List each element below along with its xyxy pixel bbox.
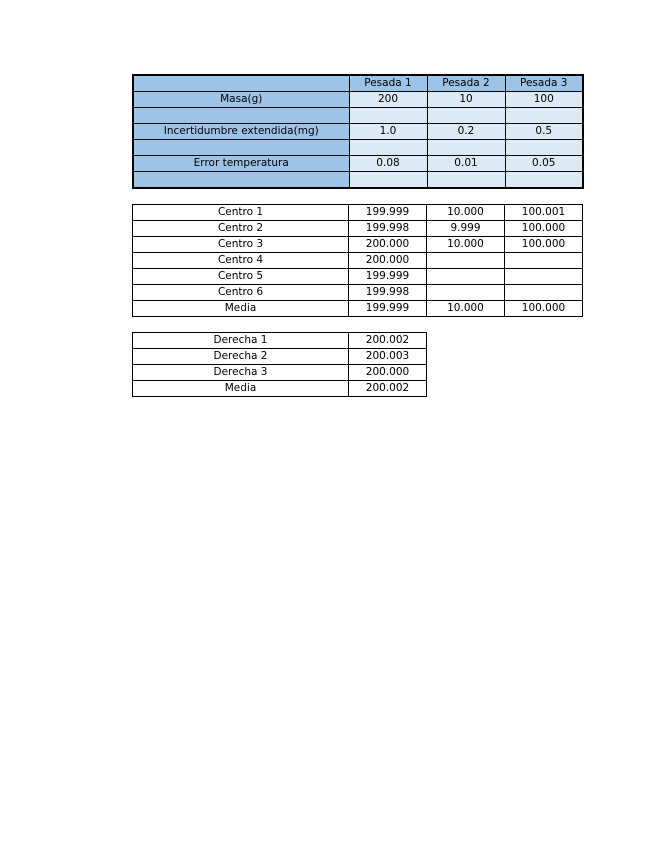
table-cell <box>505 269 583 285</box>
label-masa: Masa(g) <box>133 92 349 108</box>
table-cell: 10.000 <box>427 237 505 253</box>
table-cell: 0.01 <box>427 156 505 172</box>
media-row <box>133 381 427 397</box>
table-cell: 199.999 <box>349 269 427 285</box>
row-label: Derecha 1 <box>133 333 349 349</box>
row-label: Centro 1 <box>133 205 349 221</box>
row-label: Centro 3 <box>133 237 349 253</box>
derecha-table <box>132 332 427 397</box>
table-cell <box>349 172 427 189</box>
table-cell: 1.0 <box>349 124 427 140</box>
header-pesada-1: Pesada 1 <box>349 75 427 92</box>
table-cell: 0.05 <box>505 156 583 172</box>
media-row <box>133 301 583 317</box>
table-row <box>133 349 427 365</box>
table-cell <box>505 253 583 269</box>
table-cell: 9.999 <box>427 221 505 237</box>
table-cell: 100.000 <box>505 237 583 253</box>
table-cell <box>505 285 583 301</box>
table-cell: 100.000 <box>505 301 583 317</box>
table-cell: 10 <box>427 92 505 108</box>
table-row <box>133 365 427 381</box>
table-row <box>133 269 583 285</box>
table-cell <box>133 108 349 124</box>
table-cell: 200.000 <box>349 365 427 381</box>
table-cell: 199.998 <box>349 285 427 301</box>
table-row <box>133 237 583 253</box>
row-label: Derecha 3 <box>133 365 349 381</box>
header-pesada-2: Pesada 2 <box>427 75 505 92</box>
header-cell-empty <box>133 75 349 92</box>
table-cell: 199.999 <box>349 301 427 317</box>
table-cell <box>505 140 583 156</box>
table-cell: 200.000 <box>349 237 427 253</box>
table-cell: 100.001 <box>505 205 583 221</box>
row-masa <box>133 92 583 108</box>
table-cell: 200 <box>349 92 427 108</box>
table-cell: 200.000 <box>349 253 427 269</box>
table-cell <box>133 172 349 189</box>
row-spacer <box>133 140 583 156</box>
table-cell: 0.08 <box>349 156 427 172</box>
summary-header-row <box>133 75 583 92</box>
header-pesada-3: Pesada 3 <box>505 75 583 92</box>
table-cell <box>349 108 427 124</box>
table-cell: 200.002 <box>349 381 427 397</box>
table-cell: 200.003 <box>349 349 427 365</box>
table-cell <box>427 172 505 189</box>
row-label: Centro 2 <box>133 221 349 237</box>
table-row <box>133 333 427 349</box>
row-label: Centro 4 <box>133 253 349 269</box>
table-cell <box>427 140 505 156</box>
table-cell <box>505 108 583 124</box>
table-cell: 199.998 <box>349 221 427 237</box>
table-cell: 10.000 <box>427 205 505 221</box>
row-label: Derecha 2 <box>133 349 349 365</box>
table-cell <box>427 285 505 301</box>
row-label: Centro 6 <box>133 285 349 301</box>
table-cell: 100 <box>505 92 583 108</box>
row-label: Media <box>133 301 349 317</box>
row-spacer <box>133 108 583 124</box>
table-cell <box>505 172 583 189</box>
label-incertidumbre: Incertidumbre extendida(mg) <box>133 124 349 140</box>
table-row <box>133 253 583 269</box>
table-row <box>133 221 583 237</box>
table-cell <box>133 140 349 156</box>
centro-table <box>132 204 583 317</box>
table-cell: 0.5 <box>505 124 583 140</box>
label-error-temperatura: Error temperatura <box>133 156 349 172</box>
table-row <box>133 285 583 301</box>
table-row <box>133 205 583 221</box>
row-label: Media <box>133 381 349 397</box>
table-cell <box>427 108 505 124</box>
row-error-temperatura <box>133 156 583 172</box>
table-cell <box>427 253 505 269</box>
table-cell: 0.2 <box>427 124 505 140</box>
table-cell: 200.002 <box>349 333 427 349</box>
row-spacer <box>133 172 583 189</box>
table-cell: 100.000 <box>505 221 583 237</box>
table-cell: 10.000 <box>427 301 505 317</box>
table-cell: 199.999 <box>349 205 427 221</box>
table-cell <box>427 269 505 285</box>
summary-table <box>132 74 584 189</box>
table-cell <box>349 140 427 156</box>
row-incertidumbre <box>133 124 583 140</box>
row-label: Centro 5 <box>133 269 349 285</box>
